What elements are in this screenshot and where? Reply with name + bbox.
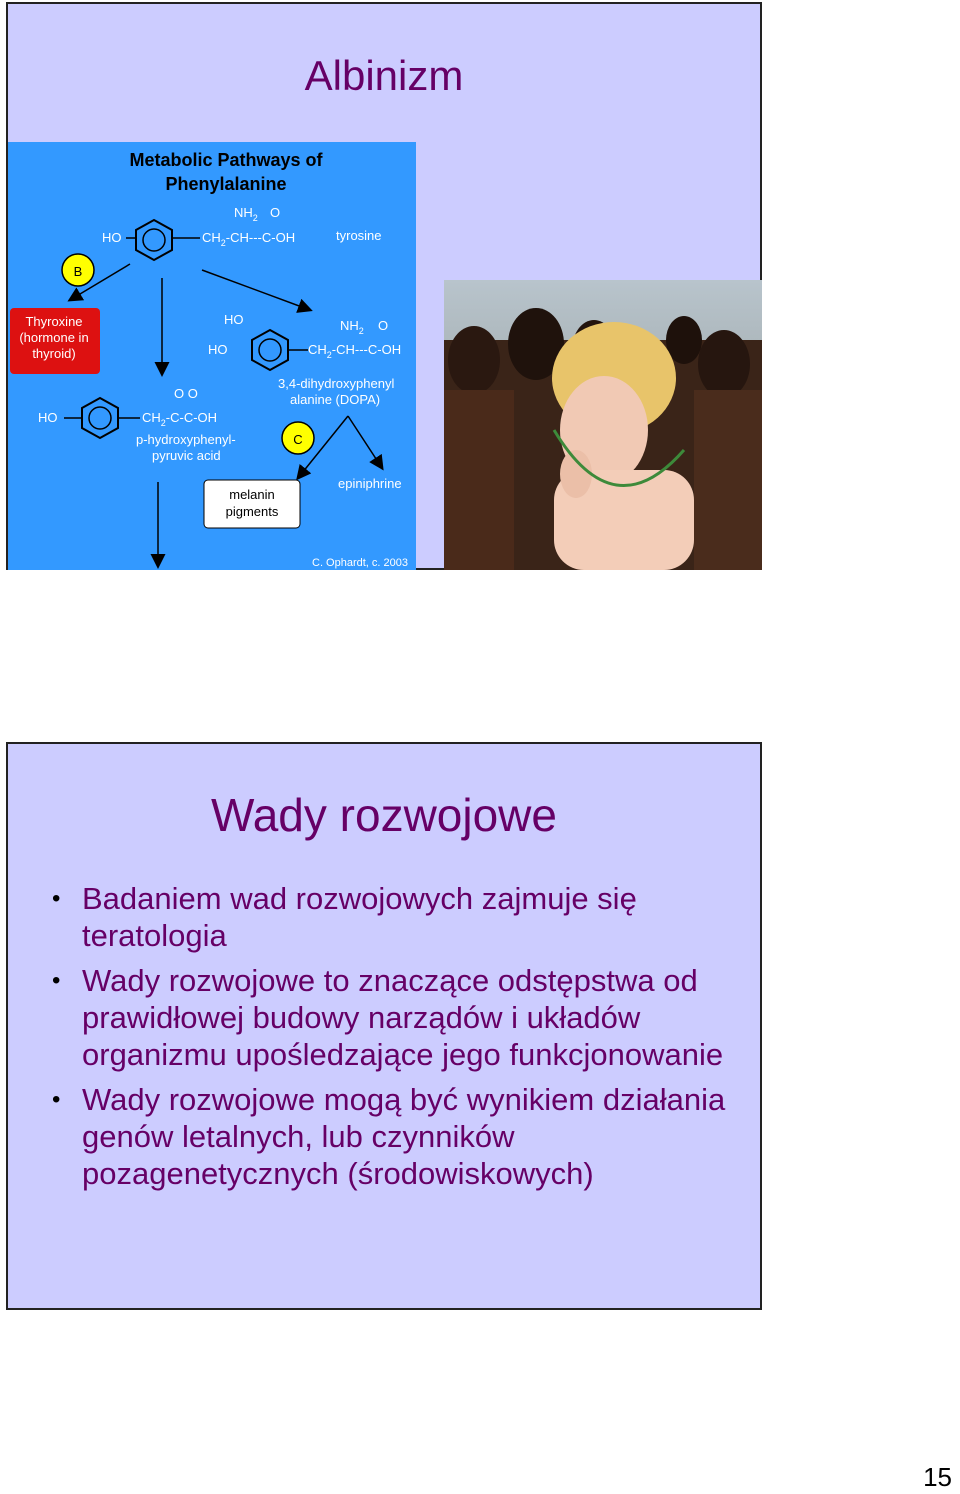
dopa-name-2: alanine (DOPA) [290,392,381,407]
melanin-2: pigments [225,504,279,519]
metabolic-pathways-diagram [8,142,416,570]
page-number: 15 [923,1462,952,1492]
tyr-chain: $CH_2-CH---C-OH$ [202,230,296,248]
label-b: B [73,264,83,279]
dopa-ho-1: HO [224,312,244,327]
ppa-ho: HO [38,410,58,425]
tyr-ring-inner [143,229,165,251]
bullet-item [52,962,742,1073]
ppa-name-1: p-hydroxyphenyl- [136,432,236,447]
diagram-heading-2: Phenylalanine [165,174,287,194]
ppa-name-2: pyruvic acid [152,448,221,463]
dopa-name-1: 3,4-dihydroxyphenyl [278,376,395,391]
bullet-text: Wady rozwojowe to znaczące odstępstwa od prawidłowej budowy narządów i układów organizmu upośledzające jego funkcjonowanie [82,963,724,1072]
bullet-list [52,880,742,1200]
bullet-text: Badaniem wad rozwojowych zajmuje się teratologia [82,881,637,953]
pathway-svg [8,142,416,570]
photo-illustration [444,280,762,570]
slide-wady-rozwojowe [6,742,762,1310]
slide-albinizm [6,2,762,570]
dopa-nh2: $NH_2$ [340,318,364,336]
diagram-heading-1: Metabolic Pathways of [129,150,323,170]
tyr-nh2: $NH_2$ [234,205,258,223]
bullet-dot: • [52,1086,61,1113]
slide-title: Wady rozwojowe [211,789,557,841]
arrow-to-epinephrine [348,416,382,468]
bullet-text: Wady rozwojowe mogą być wynikiem działania genów letalnych, lub czynników pozagenetycznych (środowiskowych) [82,1082,726,1191]
dopa-o: O [378,318,389,333]
dopa-ring-inner [259,339,281,361]
melanin-1: melanin [229,487,275,502]
thyroxine-2: (hormone in [19,330,89,345]
albino-child-photo [444,280,762,570]
ppa-chain: $CH_2-C-C-OH$ [142,410,218,428]
bullet-dot: • [52,885,61,912]
arrow-to-dopa [202,270,310,310]
tyr-benzene-ring [136,220,172,260]
bullet-item [52,880,742,954]
dopa-chain: $CH_2-CH---C-OH$ [308,342,402,360]
tyr-ho: HO [102,230,122,245]
diagram-credit: C. Ophardt, c. 2003 [312,557,408,569]
ppa-oo: O O [174,386,198,401]
bullet-dot: • [52,967,61,994]
ppa-benzene-ring [82,398,118,438]
dopa-benzene-ring [252,330,288,370]
tyr-o: O [270,205,281,220]
label-c: C [293,432,303,447]
slide-title: Albinizm [304,52,464,99]
tyrosine-label: tyrosine [336,228,382,243]
dopa-ho-2: HO [208,342,228,357]
thyroxine-1: Thyroxine [25,314,83,329]
thyroxine-3: thyroid) [32,346,76,361]
epinephrine-label: epiniphrine [338,476,402,491]
bullet-item [52,1081,742,1192]
ppa-ring-inner [89,407,111,429]
